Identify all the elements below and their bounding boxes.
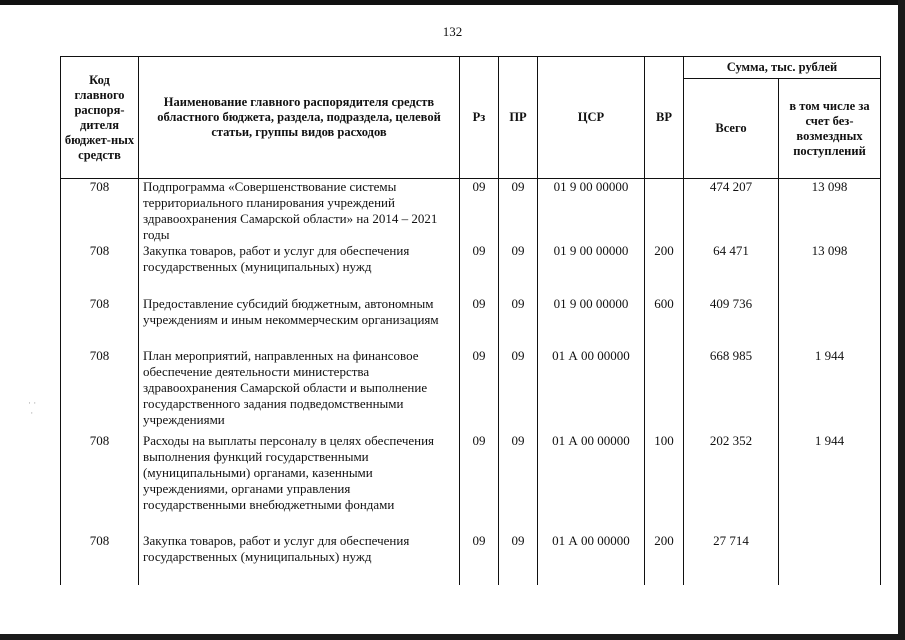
scan-border-top	[0, 0, 905, 5]
cell-incl: 13 098	[779, 179, 881, 244]
cell-total: 668 985	[684, 348, 779, 433]
cell-pr: 09	[499, 243, 538, 296]
cell-pr: 09	[499, 179, 538, 244]
cell-pr: 09	[499, 533, 538, 585]
cell-name: Расходы на выплаты персоналу в целях обеспечения выполнения функций государственными (муниципальными) органами, казенными учреждениями, органами управления государственными внебюджетными фондами	[139, 433, 460, 533]
header-pr: ПР	[499, 57, 538, 179]
cell-name: Закупка товаров, работ и услуг для обеспечения государственных (муниципальных) нужд	[139, 533, 460, 585]
cell-code: 708	[61, 243, 139, 296]
header-csr: ЦСР	[538, 57, 645, 179]
header-incl: в том числе за счет без-возмездных поступлений	[779, 79, 881, 179]
cell-incl: 1 944	[779, 433, 881, 533]
cell-rz: 09	[460, 533, 499, 585]
cell-incl: 13 098	[779, 243, 881, 296]
table-row	[61, 296, 881, 348]
cell-name: План мероприятий, направленных на финансовое обеспечение деятельности министерства здравоохранения Самарской области и выполнение государственного задания подведомственными учреждениями	[139, 348, 460, 433]
cell-rz: 09	[460, 296, 499, 348]
cell-code: 708	[61, 348, 139, 433]
table-row	[61, 179, 881, 244]
cell-pr: 09	[499, 348, 538, 433]
cell-rz: 09	[460, 348, 499, 433]
table-row	[61, 243, 881, 296]
cell-incl: 1 944	[779, 348, 881, 433]
table-row	[61, 433, 881, 533]
cell-rz: 09	[460, 243, 499, 296]
header-total: Всего	[684, 79, 779, 179]
table-row	[61, 533, 881, 585]
cell-total: 474 207	[684, 179, 779, 244]
cell-code: 708	[61, 179, 139, 244]
budget-table	[60, 56, 881, 585]
cell-rz: 09	[460, 433, 499, 533]
header-vr: ВР	[645, 57, 684, 179]
cell-vr	[645, 348, 684, 433]
cell-csr: 01 9 00 00000	[538, 296, 645, 348]
cell-name: Закупка товаров, работ и услуг для обеспечения государственных (муниципальных) нужд	[139, 243, 460, 296]
cell-incl	[779, 296, 881, 348]
cell-csr: 01 А 00 00000	[538, 348, 645, 433]
cell-incl	[779, 533, 881, 585]
scan-border-right	[898, 0, 905, 640]
scan-speck: · · ·	[28, 398, 37, 418]
cell-total: 202 352	[684, 433, 779, 533]
cell-csr: 01 9 00 00000	[538, 179, 645, 244]
cell-rz: 09	[460, 179, 499, 244]
cell-code: 708	[61, 296, 139, 348]
cell-total: 409 736	[684, 296, 779, 348]
table-row	[61, 348, 881, 433]
page-number: 132	[442, 24, 463, 39]
cell-pr: 09	[499, 296, 538, 348]
scan-border-bottom	[0, 634, 905, 640]
cell-name: Подпрограмма «Совершенствование системы территориального планирования учреждений здравоохранения Самарской области» на 2014 – 2021 годы	[139, 179, 460, 244]
cell-code: 708	[61, 433, 139, 533]
header-name: Наименование главного распорядителя средств областного бюджета, раздела, подраздела, целевой статьи, группы видов расходов	[139, 57, 460, 179]
cell-name: Предоставление субсидий бюджетным, автономным учреждениям и иным некоммерческим организациям	[139, 296, 460, 348]
cell-csr: 01 А 00 00000	[538, 433, 645, 533]
cell-pr: 09	[499, 433, 538, 533]
cell-vr: 600	[645, 296, 684, 348]
cell-vr: 200	[645, 243, 684, 296]
header-rz: Рз	[460, 57, 499, 179]
cell-vr: 100	[645, 433, 684, 533]
header-sum-group: Сумма, тыс. рублей	[684, 57, 881, 79]
cell-vr: 200	[645, 533, 684, 585]
header-code: Код главного распоря-дителя бюджет-ных средств	[61, 57, 139, 179]
cell-total: 27 714	[684, 533, 779, 585]
cell-code: 708	[61, 533, 139, 585]
cell-vr	[645, 179, 684, 244]
cell-total: 64 471	[684, 243, 779, 296]
cell-csr: 01 А 00 00000	[538, 533, 645, 585]
cell-csr: 01 9 00 00000	[538, 243, 645, 296]
